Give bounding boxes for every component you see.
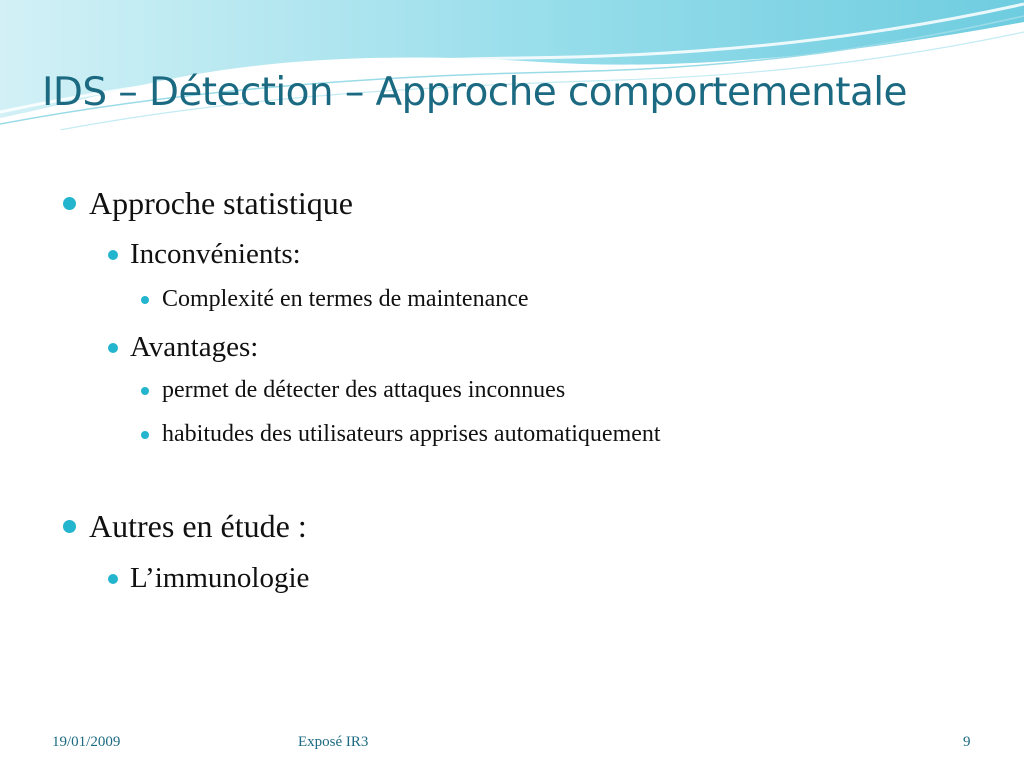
bullet-item (162, 421, 661, 448)
bullet-text: Approche statistique (89, 185, 353, 221)
footer-date: 19/01/2009 (52, 734, 121, 750)
bullet-dot-icon (141, 387, 149, 395)
bullet-dot-icon (63, 197, 76, 210)
bullet-dot-icon (141, 431, 149, 439)
bullet-item (89, 185, 353, 222)
bullet-dot-icon (108, 574, 118, 584)
bullet-text: L’immunologie (130, 562, 310, 594)
bullet-item (130, 562, 309, 595)
slide-number: 9 (963, 734, 971, 750)
bullet-text: habitudes des utilisateurs apprises automatiquement (162, 421, 661, 447)
bullet-text: Avantages: (130, 331, 259, 363)
bullet-text: permet de détecter des attaques inconnues (162, 377, 566, 403)
slide-title: IDS – Détection – Approche comportementale (42, 70, 907, 115)
bullet-text: Inconvénients: (130, 238, 301, 270)
bullet-item (130, 238, 301, 271)
bullet-dot-icon (108, 250, 118, 260)
bullet-dot-icon (141, 296, 149, 304)
bullet-text: Complexité en termes de maintenance (162, 286, 529, 312)
bullet-item (162, 286, 529, 313)
bullet-item (130, 331, 258, 364)
bullet-item (89, 508, 307, 545)
bullet-dot-icon (108, 343, 118, 353)
bullet-item (162, 377, 565, 404)
bullet-dot-icon (63, 520, 76, 533)
bullet-text: Autres en étude : (89, 508, 307, 544)
footer-title: Exposé IR3 (298, 734, 369, 750)
